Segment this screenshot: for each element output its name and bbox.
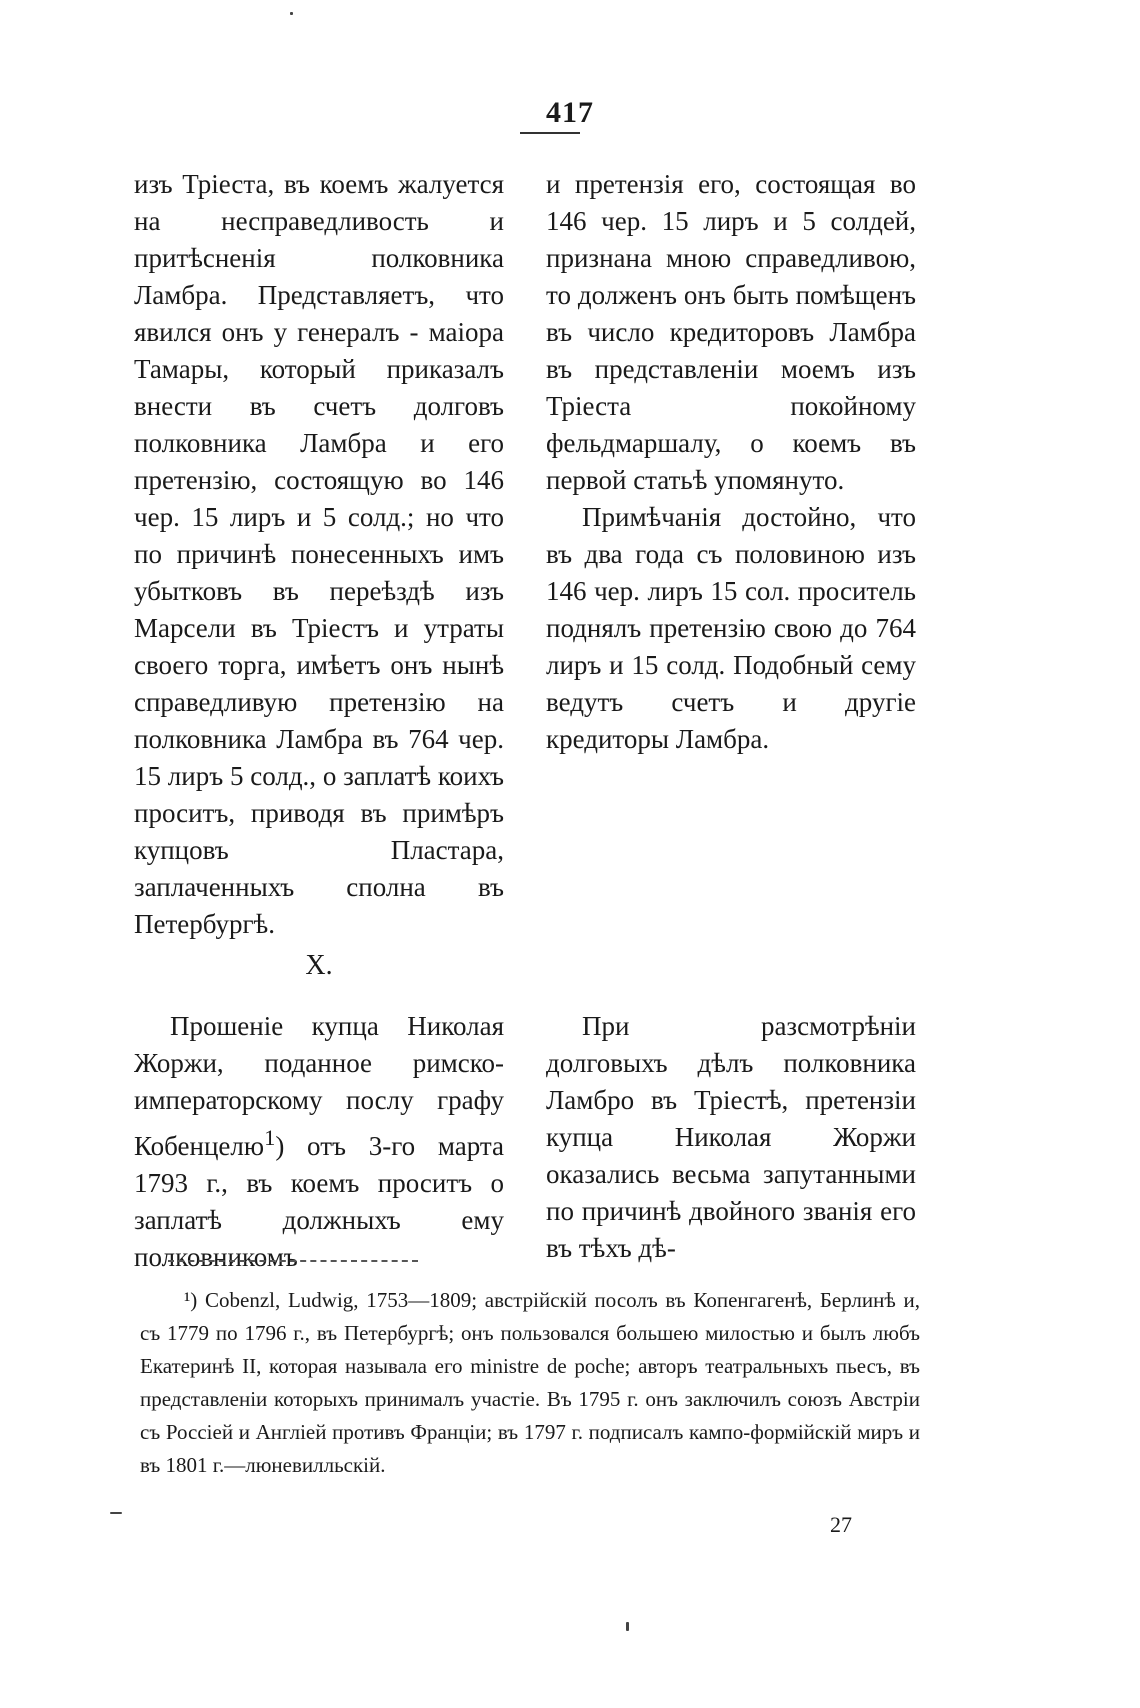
- section-heading: X.: [305, 950, 333, 981]
- top-left-column: [134, 166, 504, 943]
- bottom-right-column: [546, 1008, 916, 1267]
- paragraph-text: ) отъ 3-го марта 1793 г., въ коемъ проситъ о заплатѣ должныхъ ему полковникомъ: [134, 1131, 504, 1272]
- paragraph: изъ Тріеста, въ коемъ жалуется на несправедливость и притѣсненія полковника Ламбра. Представляетъ, что явился онъ у генералъ - маіора Тамары, который приказалъ внести въ счетъ долговъ полковника Ламбра и его претензію, состоящую во 146 чер. 15 лиръ и 5 солд.; но что по причинѣ понесенныхъ имъ убытковъ въ переѣздѣ изъ Марсели въ Тріестъ и утраты своего торга, имѣетъ онъ нынѣ справедливую претензію на полковника Ламбра въ 764 чер. 15 лиръ 5 солд., о заплатѣ коихъ проситъ, приводя въ примѣръ купцовъ Пластара, заплаченныхъ сполна въ Петербургѣ.: [134, 169, 504, 939]
- footnote-text: Cobenzl, Ludwig, 1753—1809; австрійскій посолъ въ Копенгагенѣ, Берлинѣ и, съ 1779 по 1796 г., въ Петербургѣ; онъ пользовался большею милостью и былъ любъ Екатеринѣ II, которая называла его ministre de poche; авторъ театральныхъ пьесъ, въ представленіи которыхъ принималъ участіе. Въ 1795 г. онъ заключилъ союзъ Австріи съ Россіей и Англіей противъ Франціи; въ 1797 г. подписалъ кампо-формійскій миръ и въ 1801 г.—люневилльскій.: [140, 1288, 920, 1477]
- scan-speck: [290, 12, 293, 15]
- bottom-left-column: [134, 1008, 504, 1276]
- page-number-rule: [520, 132, 580, 134]
- page-number: 417: [546, 96, 594, 129]
- footnote-rule: [168, 1260, 418, 1262]
- scan-speck: [110, 1512, 122, 1514]
- sheet-number: 27: [830, 1512, 852, 1537]
- footnote: [140, 1284, 920, 1482]
- footnote-reference: 1: [264, 1125, 276, 1150]
- paragraph: [134, 1008, 504, 1276]
- top-right-column: [546, 166, 916, 758]
- paragraph-text: Прошеніе купца Николая Жоржи, поданное римско-императорскому послу графу Кобенцелю: [134, 1011, 504, 1161]
- footnote-marker: ¹): [184, 1288, 198, 1312]
- paragraph: и претензія его, состоящая во 146 чер. 15 лиръ и 5 солдей, признана мною справедливою, то долженъ онъ быть помѣщенъ въ число кредиторовъ Ламбра въ представленіи моемъ изъ Тріеста покойному фельдмаршалу, о коемъ въ первой статьѣ упомянуто.: [546, 169, 916, 495]
- paragraph: Примѣчанія достойно, что въ два года съ половиною изъ 146 чер. лиръ 15 сол. проситель поднялъ претензію свою до 764 лиръ и 15 солд. Подобный сему ведутъ счетъ и другіе кредиторы Ламбра.: [546, 502, 916, 754]
- scan-speck: [626, 1622, 629, 1631]
- paragraph: При разсмотрѣніи долговыхъ дѣлъ полковника Ламбро въ Тріестѣ, претензіи купца Николая Жоржи оказались весьма запутанными по причинѣ двойного званія его въ тѣхъ дѣ-: [546, 1011, 916, 1263]
